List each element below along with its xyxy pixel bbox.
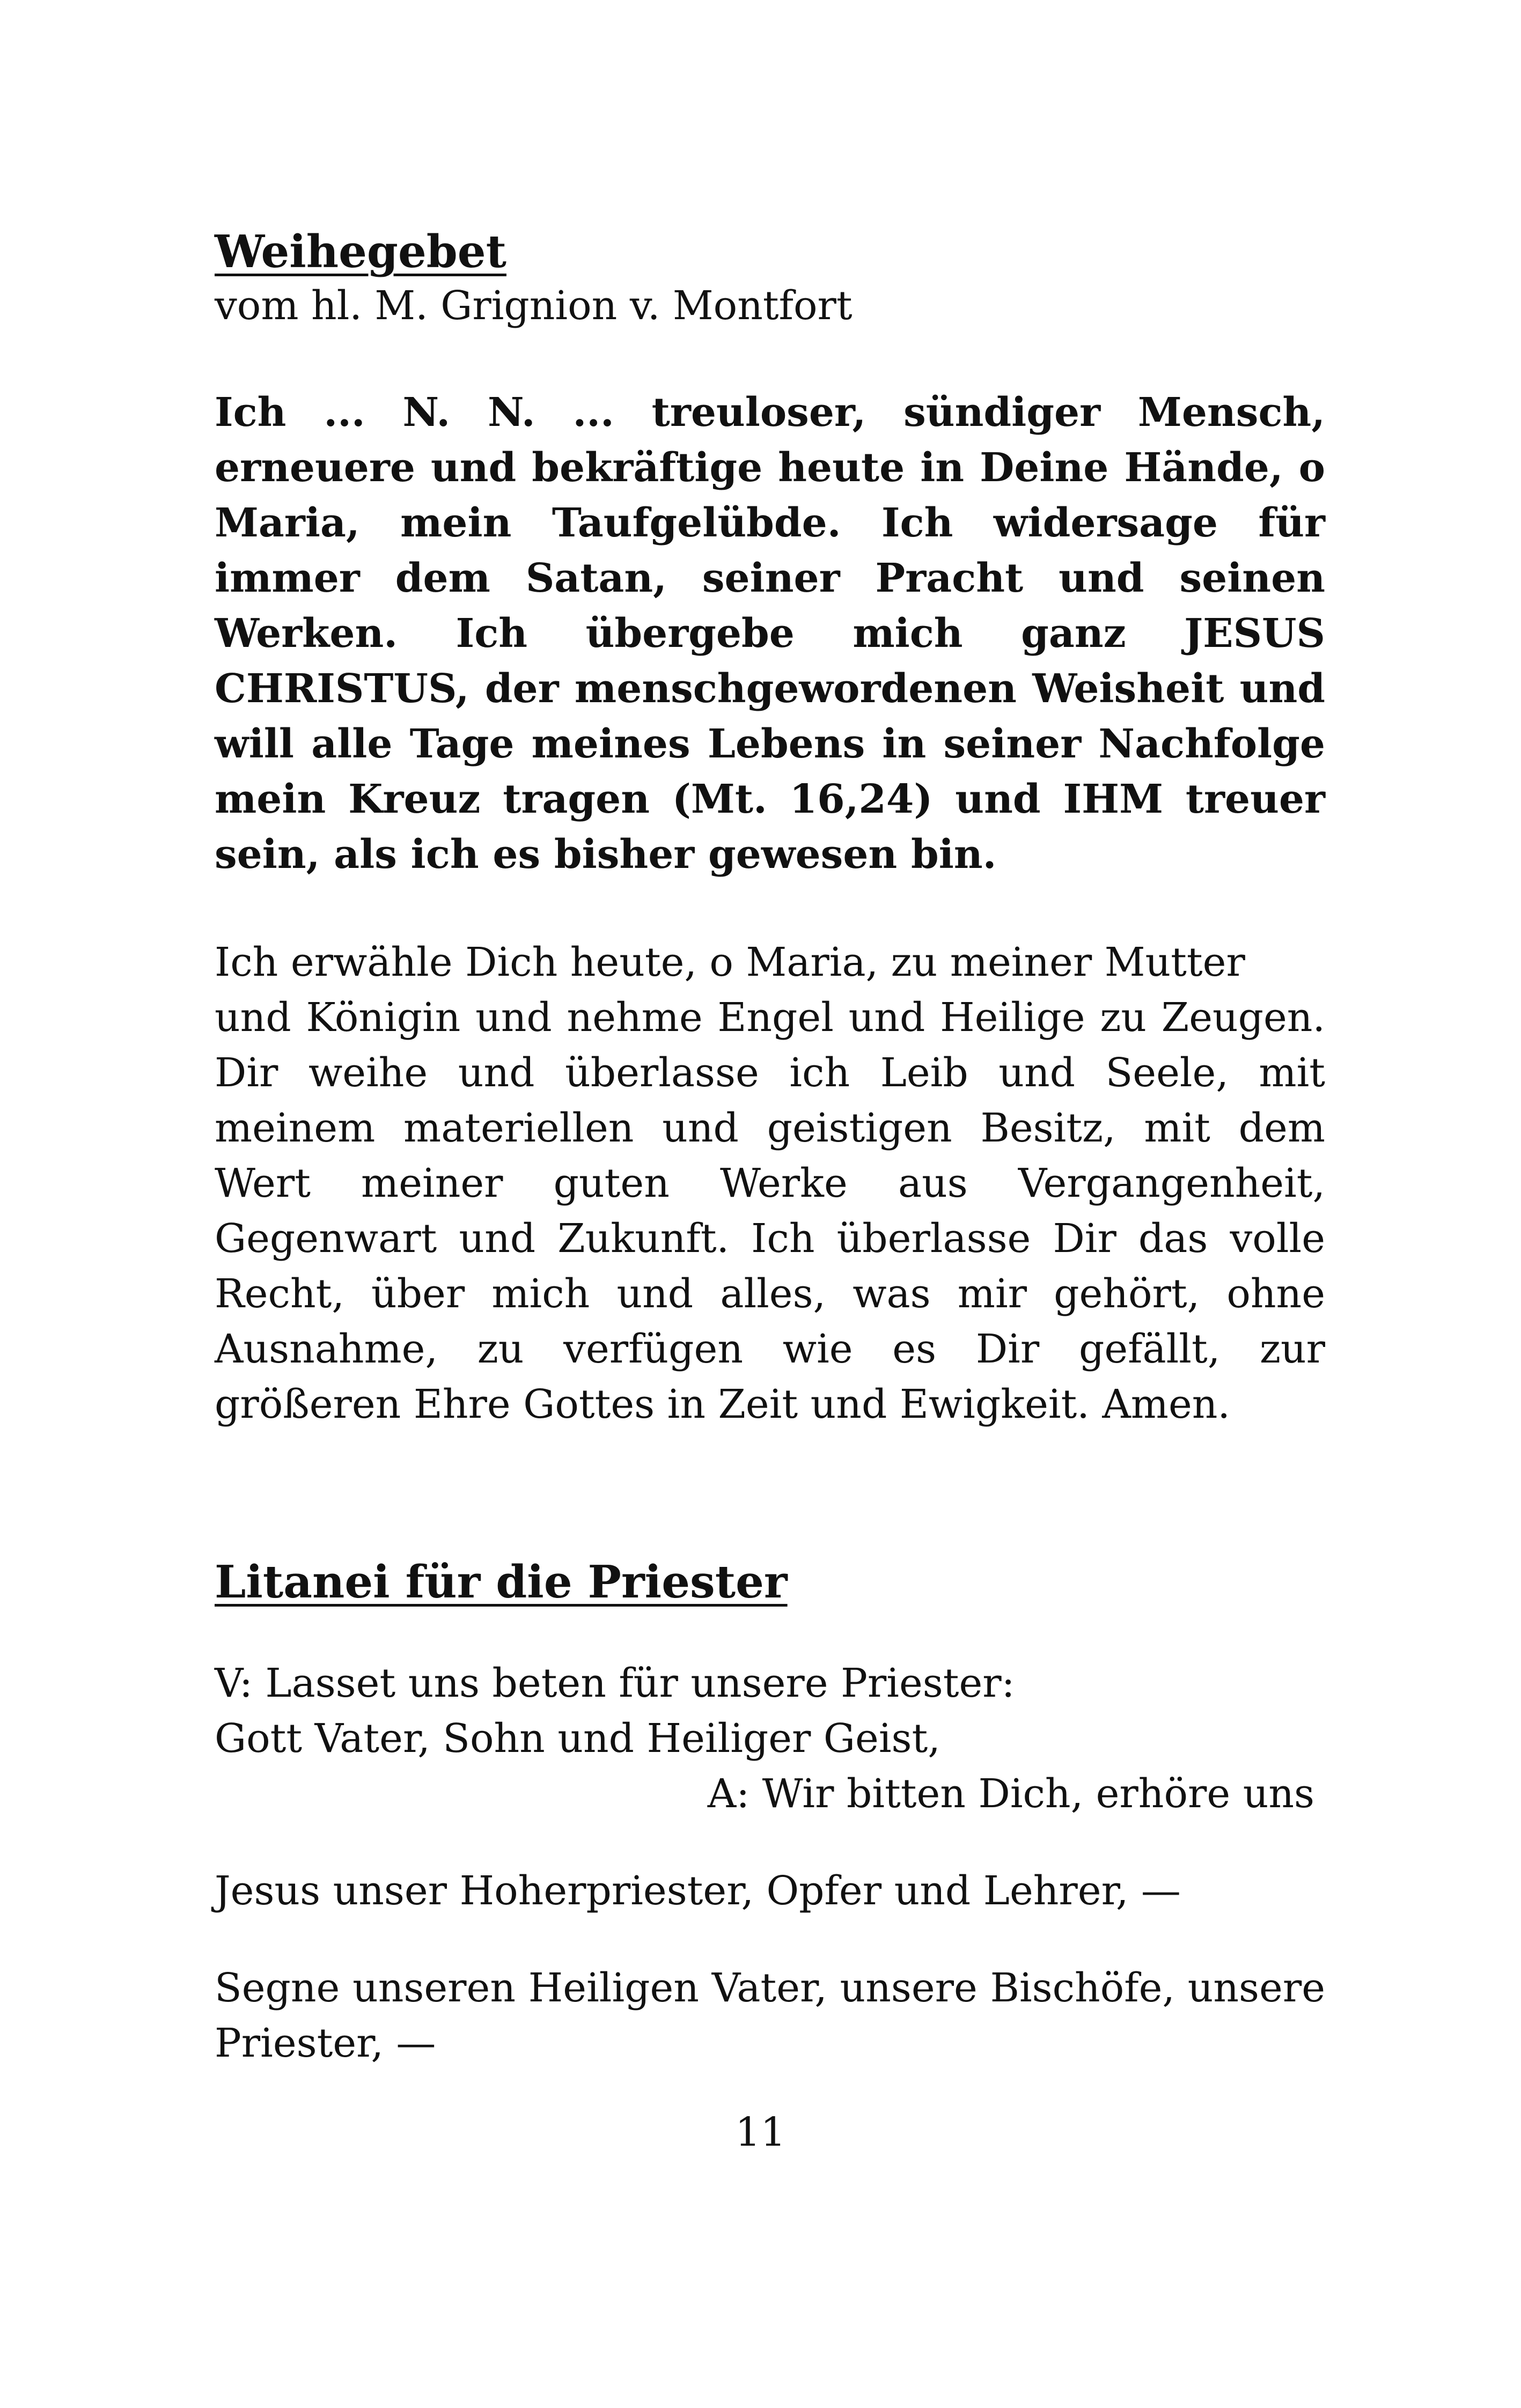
litany-petition: Jesus unser Hoherpriester, Opfer und Lehrer, — [215,1868,1181,1914]
prayer-bold-paragraph: Ich ... N. N. ... treuloser, sündiger Mensch, erneuere und bekräftige heute in Deine Hände, o Maria, mein Taufgelübde. Ich widersage für immer dem Satan, seiner Pracht und seinen Werken. Ich übergebe mich ganz JESUS CHRISTUS, der menschgewordenen Weisheit und will alle Tage meines Lebens in seiner Nachfolge mein Kreuz tragen (Mt. 16,24) und IHM treuer sein, als ich es bisher gewesen bin. [215,389,1325,878]
versicle-line: Gott Vater, Sohn und Heiliger Geist, [215,1715,940,1762]
section-subtitle: vom hl. M. Grignion v. Montfort [215,282,853,329]
versicle-line: V: Lasset uns beten für unsere Priester: [215,1660,1015,1707]
litany-petition: Segne unseren Heiligen Vater, unsere Bischöfe, unsere Priester, — [215,1965,1325,2067]
litany-response: A: Wir bitten Dich, erhöre uns [707,1771,1314,1817]
page-number: 11 [735,2109,786,2155]
prayer-paragraph-body: und Königin und nehme Engel und Heilige zu Zeugen. Dir weihe und überlasse ich Leib und Seele, mit meinem materiellen und geistigen Besitz, mit dem Wert meiner guten Werke aus Vergangenheit, Gegenwart und Zukunft. Ich überlasse Dir das volle Recht, über mich und alles, was mir gehört, ohne Ausnahme, zu verfügen wie es Dir gefällt, zur größeren Ehre Gottes in Zeit und Ewigkeit. Amen. [215,994,1325,1427]
litany-versicle [215,1656,1325,1766]
section-title-weihegebet: Weihegebet [215,225,506,278]
prayer-paragraph [215,935,1325,1432]
section-title-litanei: Litanei für die Priester [215,1555,788,1608]
prayer-paragraph-first-line: Ich erwähle Dich heute, o Maria, zu meiner Mutter [215,939,1245,985]
page-content [215,215,1325,2071]
